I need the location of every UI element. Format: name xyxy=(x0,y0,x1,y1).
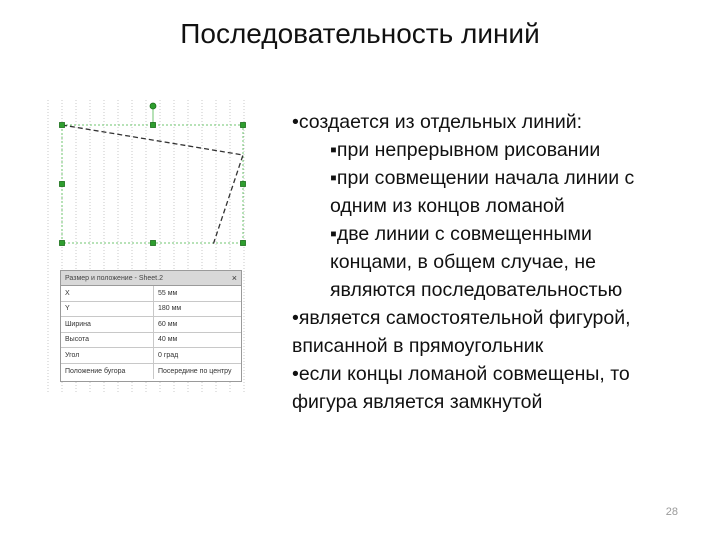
handle-top-center[interactable] xyxy=(151,123,156,128)
handle-top-left[interactable] xyxy=(60,123,65,128)
handle-bottom-right[interactable] xyxy=(241,241,246,246)
panel-row-x xyxy=(61,286,241,302)
sub-bullet-text: ▪две линии с совмещенными xyxy=(330,223,592,245)
row-value-pin-position[interactable]: Посередине по центру xyxy=(158,367,232,375)
panel-row-width xyxy=(61,317,241,333)
panel-row-y xyxy=(61,302,241,318)
row-label: Высота xyxy=(61,333,154,348)
row-value-angle[interactable]: 0 град xyxy=(158,351,179,359)
panel-row-angle xyxy=(61,348,241,364)
row-value-x[interactable]: 55 мм xyxy=(158,289,178,297)
panel-header xyxy=(61,271,241,286)
sub-bullet-text: являются последовательностью xyxy=(330,279,623,301)
bullet-text: фигура является замкнутой xyxy=(292,391,543,413)
row-label: X xyxy=(61,286,154,301)
handle-top-right[interactable] xyxy=(241,123,246,128)
sub-bullet-text: ▪при непрерывном рисовании xyxy=(330,139,601,161)
slide-content xyxy=(292,108,692,416)
panel-row-pin-position xyxy=(61,364,241,380)
row-label: Ширина xyxy=(61,317,154,332)
handle-bottom-left[interactable] xyxy=(60,241,65,246)
rotation-handle[interactable] xyxy=(150,103,156,109)
bullet-text: вписанной в прямоугольник xyxy=(292,335,544,357)
sub-bullet-text: одним из концов ломаной xyxy=(330,195,565,217)
sub-bullet-text: концами, в общем случае, не xyxy=(330,251,596,273)
slide-title: Последовательность линий xyxy=(180,18,540,49)
close-icon[interactable]: × xyxy=(231,273,237,283)
page-number: 28 xyxy=(665,506,678,518)
row-value-width[interactable]: 60 мм xyxy=(158,320,178,328)
handle-bottom-center[interactable] xyxy=(151,241,156,246)
row-label: Угол xyxy=(61,348,154,363)
row-value-height[interactable]: 40 мм xyxy=(158,336,178,344)
bullet-text: •создается из отдельных линий: xyxy=(292,111,583,133)
size-position-panel xyxy=(60,270,242,382)
panel-title: Размер и положение - Sheet.2 xyxy=(65,274,163,282)
bullet-text: •является самостоятельной фигурой, xyxy=(292,307,631,329)
bullet-text: •если концы ломаной совмещены, то xyxy=(292,363,630,385)
row-label: Y xyxy=(61,302,154,317)
row-value-y[interactable]: 180 мм xyxy=(158,305,182,313)
panel-row-height xyxy=(61,333,241,349)
row-label: Положение бугора xyxy=(61,364,154,380)
sub-bullet-text: ▪при совмещении начала линии с xyxy=(330,167,635,189)
handle-middle-right[interactable] xyxy=(241,182,246,187)
handle-middle-left[interactable] xyxy=(60,182,65,187)
